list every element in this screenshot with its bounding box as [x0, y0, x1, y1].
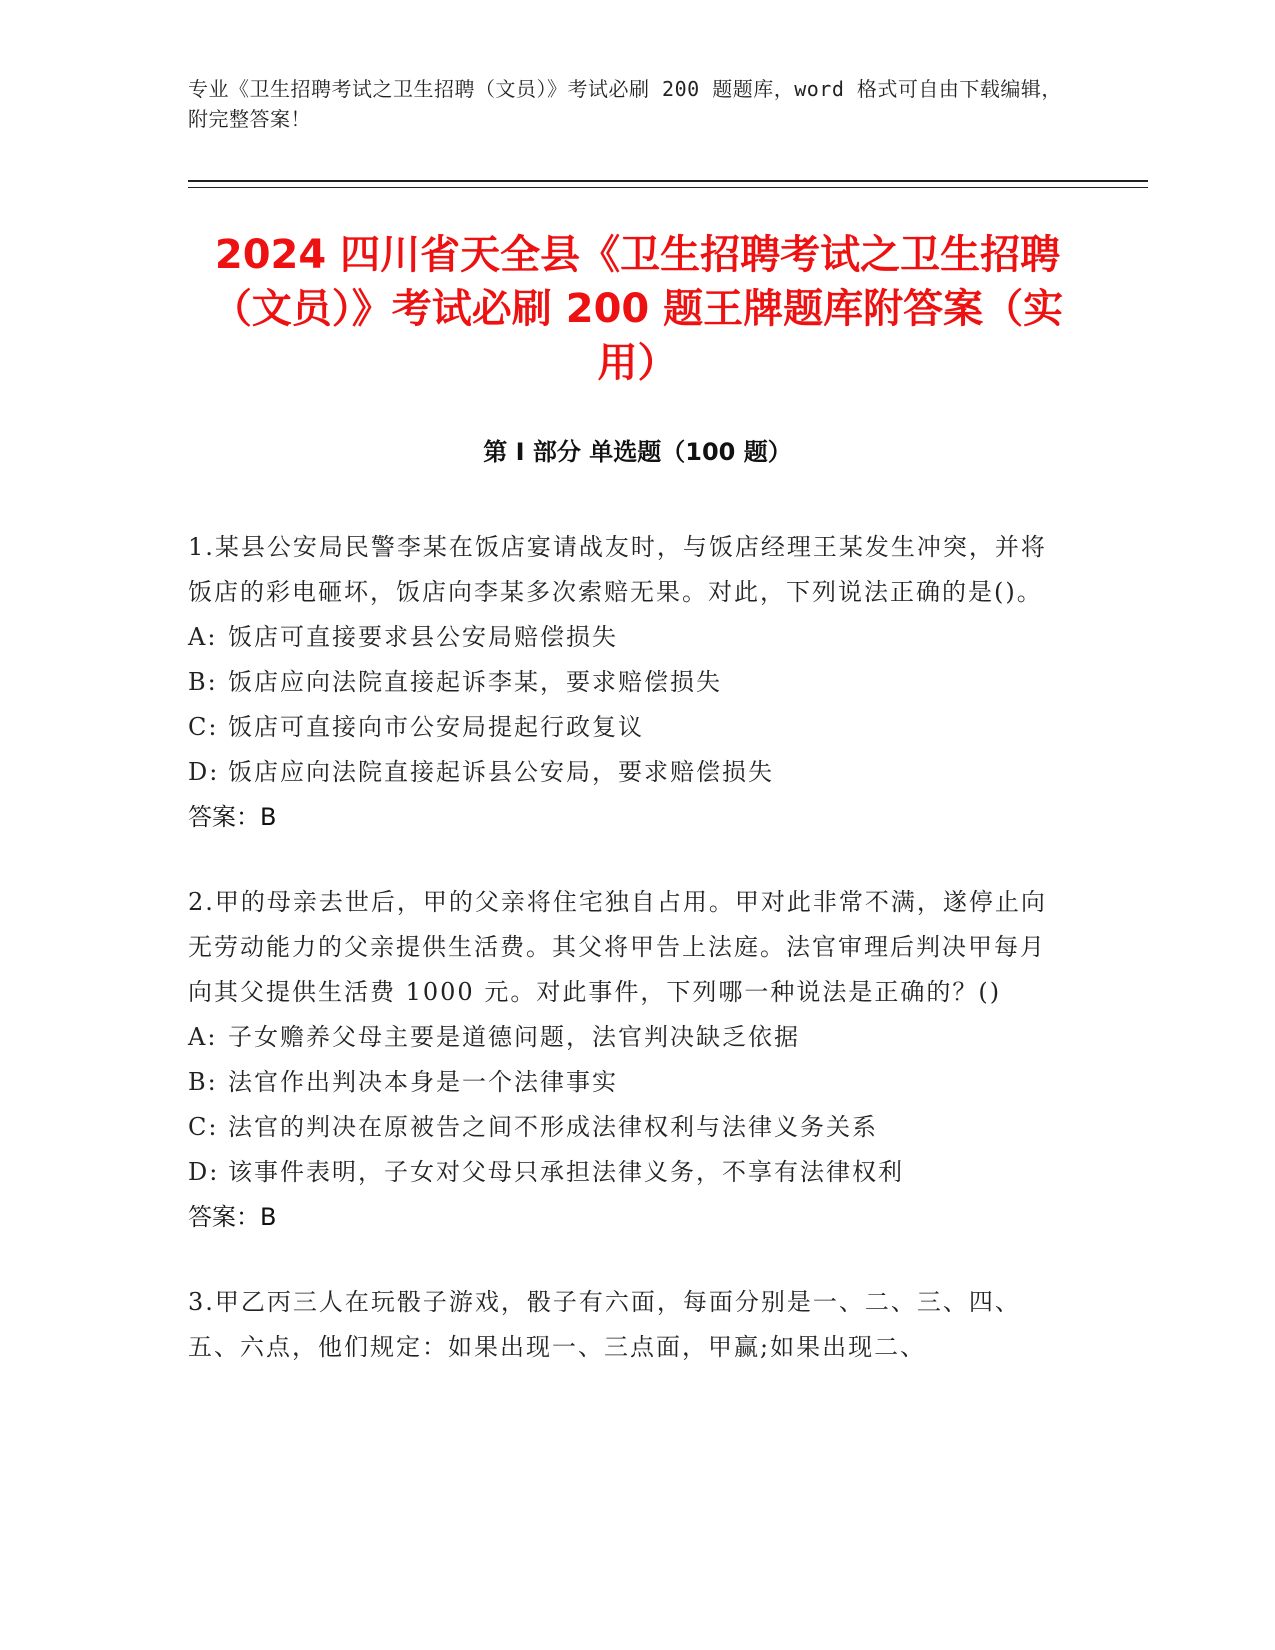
question-stem: 3.甲乙丙三人在玩骰子游戏，骰子有六面，每面分别是一、二、三、四、五、六点，他们规定：如果出现一、三点面，甲赢;如果出现二、	[188, 1288, 1021, 1361]
option-text: 法官作出判决本身是一个法律事实	[228, 1068, 618, 1096]
answer-label: 答案：B	[188, 1203, 277, 1231]
option-b	[188, 660, 1068, 705]
header-divider-thin	[188, 187, 1148, 188]
option-text: 该事件表明，子女对父母只承担法律义务，不享有法律权利	[228, 1158, 904, 1186]
option-key: A:	[188, 1023, 218, 1051]
option-key: D:	[188, 1158, 220, 1186]
header-divider	[188, 180, 1148, 182]
option-key: B:	[188, 668, 218, 696]
option-c	[188, 1105, 1068, 1150]
option-key: A:	[188, 623, 218, 651]
option-key: B:	[188, 1068, 218, 1096]
option-text: 子女赡养父母主要是道德问题，法官判决缺乏依据	[228, 1023, 800, 1051]
question-2	[188, 880, 1068, 1240]
option-c	[188, 705, 1068, 750]
section-heading: 第 I 部分 单选题（100 题）	[483, 438, 792, 466]
question-1	[188, 525, 1068, 840]
option-text: 法官的判决在原被告之间不形成法律权利与法律义务关系	[228, 1113, 878, 1141]
option-a	[188, 615, 1068, 660]
option-a	[188, 1015, 1068, 1060]
option-d	[188, 750, 1068, 795]
option-key: C:	[188, 713, 219, 741]
question-list	[188, 525, 1068, 1410]
option-key: C:	[188, 1113, 219, 1141]
option-text: 饭店应向法院直接起诉县公安局，要求赔偿损失	[228, 758, 774, 786]
question-3	[188, 1280, 1068, 1370]
option-b	[188, 1060, 1068, 1105]
option-d	[188, 1150, 1068, 1195]
document-title: 2024 四川省天全县《卫生招聘考试之卫生招聘（文员）》考试必刷 200 题王牌题库附答案（实用）	[211, 232, 1064, 386]
question-stem: 2.甲的母亲去世后，甲的父亲将住宅独自占用。甲对此非常不满，遂停止向无劳动能力的父亲提供生活费。其父将甲告上法庭。法官审理后判决甲每月向其父提供生活费 1000 元。对此事件，下列哪一种说法是正确的？()	[188, 888, 1047, 1006]
option-text: 饭店应向法院直接起诉李某，要求赔偿损失	[228, 668, 722, 696]
option-key: D:	[188, 758, 220, 786]
option-text: 饭店可直接向市公安局提起行政复议	[228, 713, 644, 741]
question-stem: 1.某县公安局民警李某在饭店宴请战友时，与饭店经理王某发生冲突，并将饭店的彩电砸坏，饭店向李某多次索赔无果。对此，下列说法正确的是()。	[188, 533, 1047, 606]
header-note: 专业《卫生招聘考试之卫生招聘（文员）》考试必刷 200 题题库，word 格式可自由下载编辑，附完整答案！	[188, 77, 1062, 131]
answer-label: 答案：B	[188, 803, 277, 831]
option-text: 饭店可直接要求县公安局赔偿损失	[228, 623, 618, 651]
